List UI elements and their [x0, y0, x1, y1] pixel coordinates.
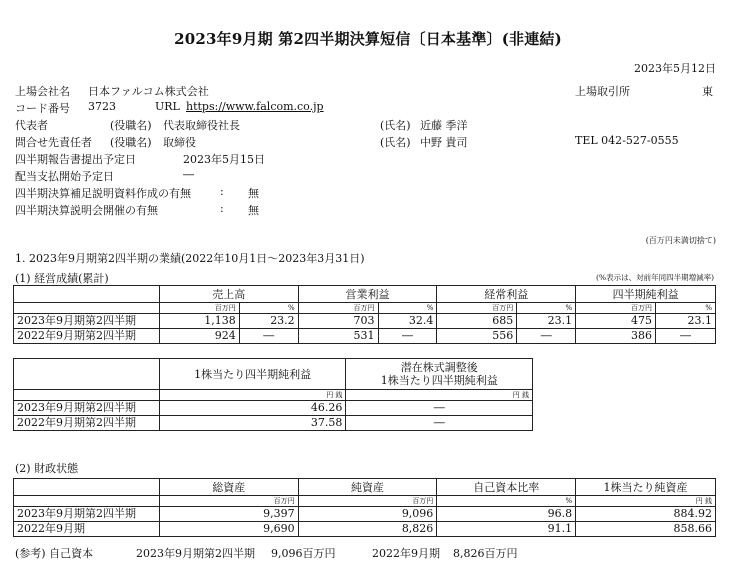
eps-header-row: [14, 359, 533, 390]
code-value: 3723: [88, 100, 116, 113]
table-cell: 924: [159, 329, 239, 344]
dividend-value: ―: [183, 168, 194, 181]
unit-yen: 円 銭: [346, 390, 533, 401]
table-cell: 386: [576, 329, 656, 344]
row-label: 2022年9月期第2四半期: [14, 416, 160, 431]
ops-note: (%表示は、対前年同四半期増減率): [596, 273, 714, 282]
supp-label: 四半期決算補足説明資料作成の有無: [15, 187, 191, 200]
table-cell: ―: [517, 329, 576, 344]
table-cell: 884.92: [576, 507, 716, 522]
tel: TEL 042-527-0555: [575, 134, 679, 147]
table-row: [14, 522, 716, 537]
document-title: 2023年9月期 第2四半期決算短信〔日本基準〕(非連結): [174, 30, 562, 48]
report-date: 2023年5月12日: [634, 62, 716, 75]
fin-title: (2) 財政状態: [15, 462, 79, 475]
eps-table: [13, 358, 533, 431]
exchange-label: 上場取引所: [575, 85, 630, 98]
table-cell: ―: [346, 416, 533, 431]
table-cell: 23.2: [239, 314, 298, 329]
report-date-label: 四半期報告書提出予定日: [15, 153, 136, 166]
row-label: 2023年9月期第2四半期: [14, 314, 160, 329]
unit-amount: 百万円: [576, 303, 656, 314]
ops-header-row: [14, 286, 716, 303]
fin-table: [13, 478, 716, 537]
fin-header-total-assets: 総資産: [159, 479, 298, 496]
ops-title: (1) 経営成績(累計): [15, 272, 109, 285]
ops-header-operating: 営業利益: [298, 286, 437, 303]
reference-label: (参考) 自己資本: [15, 547, 94, 560]
ops-unit-row: [14, 303, 716, 314]
table-cell: 1,138: [159, 314, 239, 329]
rep-label: 代表者: [15, 119, 48, 132]
unit-pct: %: [437, 496, 576, 507]
table-cell: 556: [437, 329, 517, 344]
contact-title: 取締役: [163, 136, 196, 149]
ops-table: [13, 285, 716, 344]
table-cell: ―: [239, 329, 298, 344]
unit-amount: 百万円: [159, 303, 239, 314]
unit-pct: %: [517, 303, 576, 314]
fin-header-bps: 1株当たり純資産: [576, 479, 716, 496]
company-url-link[interactable]: https://www.falcom.co.jp: [186, 100, 324, 113]
rep-title-label: (役職名): [110, 119, 152, 132]
table-cell: 703: [298, 314, 378, 329]
unit-amount: 百万円: [298, 303, 378, 314]
fin-header-row: [14, 479, 716, 496]
rep-name: 近藤 季洋: [420, 119, 468, 132]
table-cell: 8,826: [298, 522, 437, 537]
ops-header-sales: 売上高: [159, 286, 298, 303]
section1-title: 1. 2023年9月期第2四半期の業績(2022年10月1日〜2023年3月31日): [15, 252, 365, 265]
table-row: [14, 329, 716, 344]
report-submit-date: 2023年5月15日: [183, 153, 265, 166]
table-cell: 37.58: [159, 416, 346, 431]
table-cell: 9,096: [298, 507, 437, 522]
table-cell: ―: [656, 329, 716, 344]
exchange-value: 東: [702, 85, 713, 98]
reference-item2: 2022年9月期: [372, 547, 440, 560]
table-cell: 475: [576, 314, 656, 329]
ops-header-ordinary: 経常利益: [437, 286, 576, 303]
unit-yen: 円 銭: [576, 496, 716, 507]
unit-pct: %: [378, 303, 437, 314]
ops-header-net: 四半期純利益: [576, 286, 716, 303]
unit-yen: 円 銭: [159, 390, 346, 401]
table-cell: 9,690: [159, 522, 298, 537]
unit-amount: 百万円: [159, 496, 298, 507]
url-label: URL: [155, 100, 180, 113]
briefing-colon: :: [220, 202, 224, 215]
rep-title: 代表取締役社長: [163, 119, 240, 132]
table-cell: 23.1: [656, 314, 716, 329]
table-cell: 46.26: [159, 401, 346, 416]
table-cell: ―: [346, 401, 533, 416]
eps-header-diluted: [346, 359, 533, 390]
table-row: [14, 401, 533, 416]
table-cell: 531: [298, 329, 378, 344]
listed-label: 上場会社名: [15, 85, 70, 98]
table-cell: 9,397: [159, 507, 298, 522]
supp-colon: :: [220, 185, 224, 198]
table-cell: 32.4: [378, 314, 437, 329]
table-cell: ―: [378, 329, 437, 344]
ops-corner: [14, 286, 160, 303]
table-cell: 96.8: [437, 507, 576, 522]
eps-header-diluted-line2: 1株当たり四半期純利益: [380, 374, 498, 387]
row-label: 2022年9月期: [14, 522, 160, 537]
row-label: 2022年9月期第2四半期: [14, 329, 160, 344]
contact-name-label: (氏名): [380, 136, 411, 149]
dividend-label: 配当支払開始予定日: [15, 170, 114, 183]
table-row: [14, 314, 716, 329]
contact-label: 問合せ先責任者: [15, 136, 92, 149]
unit-pct: %: [239, 303, 298, 314]
rounding-note: (百万円未満切捨て): [645, 236, 716, 245]
unit-pct: %: [656, 303, 716, 314]
table-cell: 23.1: [517, 314, 576, 329]
contact-title-label: (役職名): [110, 136, 152, 149]
rep-name-label: (氏名): [380, 119, 411, 132]
reference-item1: 2023年9月期第2四半期: [136, 547, 255, 560]
table-cell: 685: [437, 314, 517, 329]
contact-name: 中野 貴司: [420, 136, 468, 149]
table-row: [14, 416, 533, 431]
briefing-label: 四半期決算説明会開催の有無: [15, 204, 158, 217]
unit-amount: 百万円: [437, 303, 517, 314]
row-label: 2023年9月期第2四半期: [14, 401, 160, 416]
eps-header-basic: 1株当たり四半期純利益: [159, 359, 346, 390]
row-label: 2023年9月期第2四半期: [14, 507, 160, 522]
supp-value: 無: [248, 187, 259, 200]
table-cell: 91.1: [437, 522, 576, 537]
fin-header-equity-ratio: 自己資本比率: [437, 479, 576, 496]
eps-header-diluted-line1: 潜在株式調整後: [400, 361, 478, 374]
fin-unit-row: [14, 496, 716, 507]
table-cell: 858.66: [576, 522, 716, 537]
table-row: [14, 507, 716, 522]
code-label: コード番号: [15, 102, 70, 115]
fin-header-net-assets: 純資産: [298, 479, 437, 496]
briefing-value: 無: [248, 204, 259, 217]
reference-value2: 8,826百万円: [453, 547, 518, 560]
eps-unit-row: [14, 390, 533, 401]
reference-value1: 9,096百万円: [271, 547, 336, 560]
unit-amount: 百万円: [298, 496, 437, 507]
company-name: 日本ファルコム株式会社: [88, 85, 209, 98]
